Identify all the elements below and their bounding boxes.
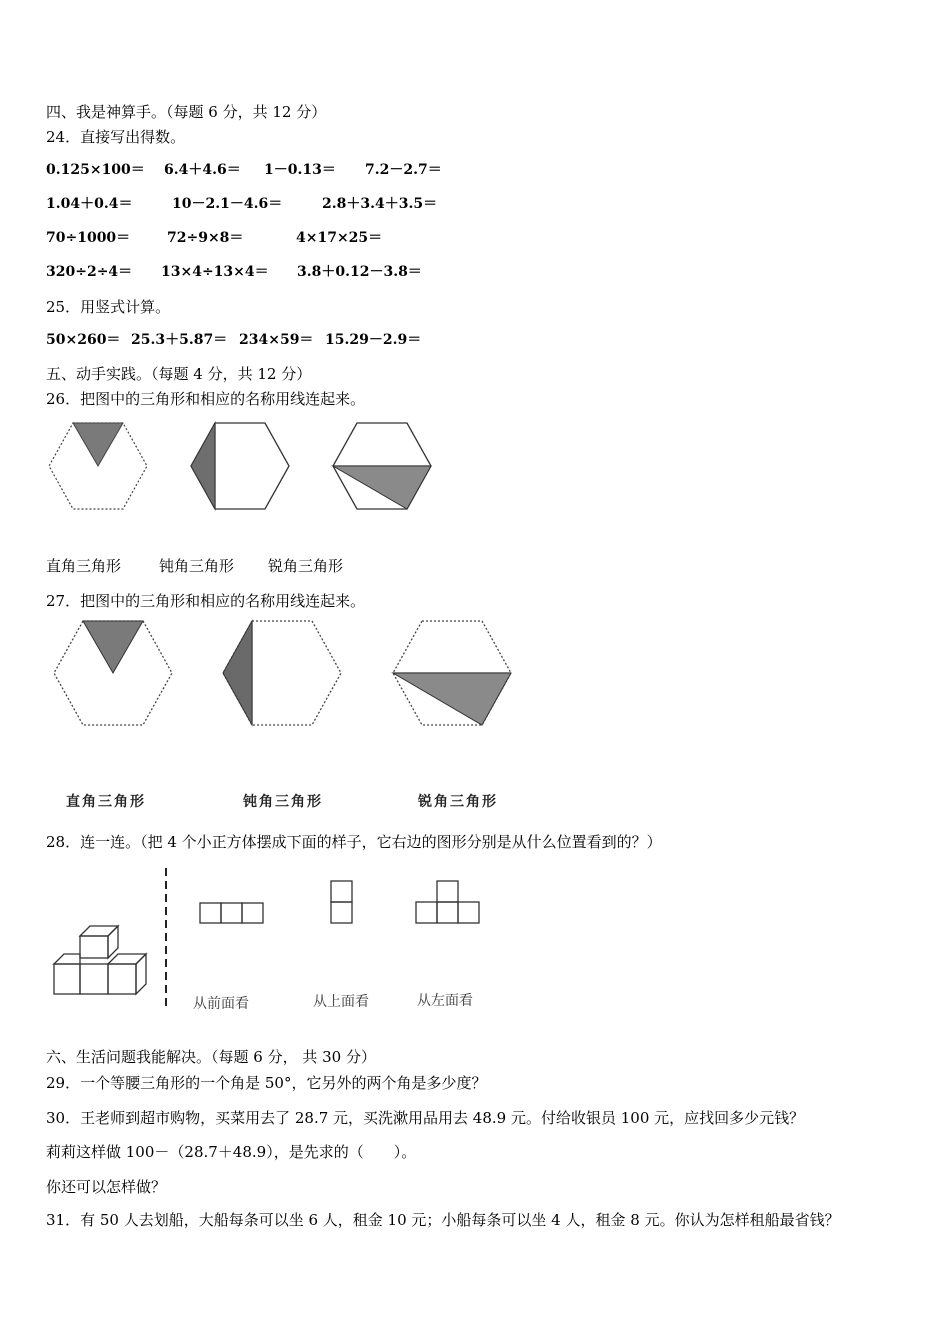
calc-item: 25.3＋5.87＝ xyxy=(131,332,228,348)
calc-item: 1－0.13＝ xyxy=(264,162,336,178)
calc-item: 1.04＋0.4＝ xyxy=(46,196,133,212)
q24-title: 24．直接写出得数。 xyxy=(46,128,186,146)
q30: 30．王老师到超市购物，买菜用去了 28.7 元，买洗漱用品用去 48.9 元。付给收银员 100 元，应找回多少元钱？ xyxy=(46,1109,805,1127)
calc-item: 0.125×100＝ xyxy=(46,162,145,178)
q27-hexagon-2 xyxy=(222,620,342,726)
calc-item: 15.29－2.9＝ xyxy=(325,332,422,348)
calc-item: 234×59＝ xyxy=(239,332,314,348)
q27-triangle-3 xyxy=(393,673,511,725)
q27-triangle-2 xyxy=(223,621,252,725)
q26-triangle-2 xyxy=(191,423,215,509)
q27-label-right: 直角三角形 xyxy=(66,794,146,810)
q28-cube-stack xyxy=(50,922,150,998)
calc-item: 70÷1000＝ xyxy=(46,230,131,246)
q27-hexagon-1 xyxy=(53,620,173,726)
view-label-left: 从左面看 xyxy=(417,993,473,1009)
calc-item: 2.8＋3.4＋3.5＝ xyxy=(322,196,438,212)
q26-hexagon-2 xyxy=(190,422,290,510)
section6-heading: 六、生活问题我能解决。（每题 6 分， 共 30 分） xyxy=(46,1048,376,1066)
calc-item: 4×17×25＝ xyxy=(296,230,383,246)
divider-dashed xyxy=(164,868,168,1008)
section5-heading: 五、动手实践。（每题 4 分，共 12 分） xyxy=(46,365,312,383)
q27-hexagon-3 xyxy=(392,620,512,726)
q26-title: 26．把图中的三角形和相应的名称用线连起来。 xyxy=(46,390,366,408)
front-view xyxy=(199,902,265,924)
q30-line3: 你还可以怎样做？ xyxy=(46,1178,167,1196)
calc-item: 6.4＋4.6＝ xyxy=(164,162,241,178)
q26-triangle-1 xyxy=(73,423,123,466)
q26-hexagon-3 xyxy=(332,422,432,510)
section4-heading: 四、我是神算手。（每题 6 分，共 12 分） xyxy=(46,103,327,121)
view-label-top: 从上面看 xyxy=(313,994,369,1010)
calc-item: 13×4÷13×4＝ xyxy=(161,264,269,280)
left-view xyxy=(415,880,481,924)
q28-title: 28．连一连。（把 4 个小正方体摆成下面的样子，它右边的图形分别是从什么位置看到的？） xyxy=(46,833,662,851)
calc-item: 3.8＋0.12－3.8＝ xyxy=(297,264,422,280)
q26-hexagon-1 xyxy=(48,422,148,510)
calc-item: 72÷9×8＝ xyxy=(167,230,244,246)
q27-label-acute: 锐角三角形 xyxy=(418,794,498,810)
q26-triangle-3 xyxy=(333,466,431,509)
q27-triangle-1 xyxy=(83,621,143,673)
q26-label-obtuse: 钝角三角形 xyxy=(159,557,235,575)
q30-line2: 莉莉这样做 100－（28.7＋48.9），是先求的（ ）。 xyxy=(46,1143,417,1161)
calc-item: 10－2.1－4.6＝ xyxy=(172,196,283,212)
calc-item: 320÷2÷4＝ xyxy=(46,264,133,280)
q26-label-acute: 锐角三角形 xyxy=(268,557,344,575)
q31: 31．有 50 人去划船，大船每条可以坐 6 人，租金 10 元；小船每条可以坐 4 人，租金 8 元。你认为怎样租船最省钱？ xyxy=(46,1211,840,1229)
top-view xyxy=(330,880,354,924)
q27-title: 27．把图中的三角形和相应的名称用线连起来。 xyxy=(46,592,366,610)
q25-title: 25．用竖式计算。 xyxy=(46,298,171,316)
q29: 29．一个等腰三角形的一个角是 50°，它另外的两个角是多少度？ xyxy=(46,1074,487,1092)
calc-item: 50×260＝ xyxy=(46,332,121,348)
view-label-front: 从前面看 xyxy=(193,996,249,1012)
calc-item: 7.2－2.7＝ xyxy=(365,162,442,178)
q27-label-obtuse: 钝角三角形 xyxy=(243,794,323,810)
q26-label-right: 直角三角形 xyxy=(46,557,122,575)
